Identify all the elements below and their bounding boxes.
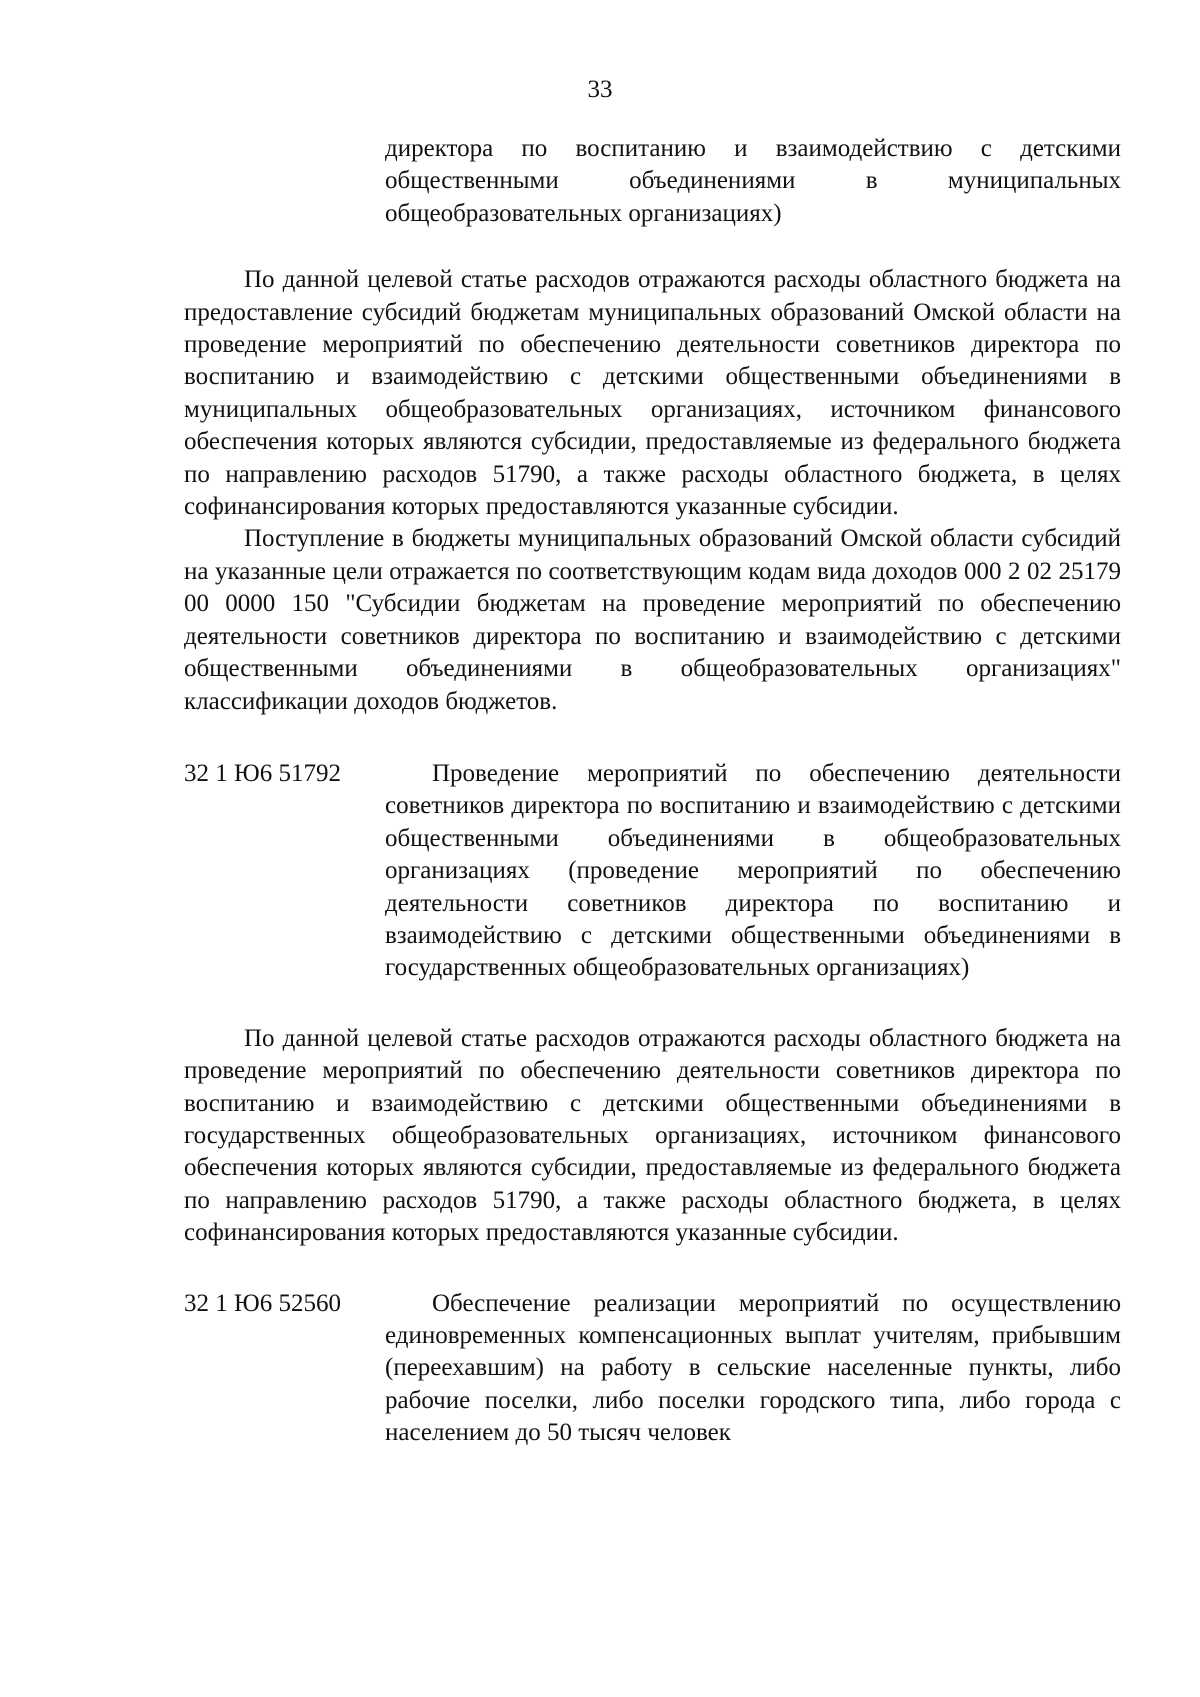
spacer bbox=[184, 985, 1121, 1023]
spacer bbox=[184, 230, 1121, 264]
continued-entry-text: директора по воспитанию и взаимодействию с детскими общественными объединениями в муниципальных общеобразовательных организациях) bbox=[385, 135, 1121, 227]
entry-code: 32 1 Ю6 52560 bbox=[184, 1289, 341, 1317]
paragraph-revenue-codes: Поступление в бюджеты муниципальных образований Омской области субсидий на указанные цели отражается по соответствующим кодам вида доходов 000 2 02 25179 00 0000 150 "Субсидии бюджетам на проведение мероприятий по обеспечению деятельности советников директора по воспитанию и взаимодействию с детскими общественными объединениями в общеобразовательных организациях" классификации доходов бюджетов. bbox=[184, 525, 1121, 715]
entry-code: 32 1 Ю6 51792 bbox=[184, 759, 341, 787]
entry-title: Проведение мероприятий по обеспечению деятельности советников директора по воспитанию и взаимодействию с детскими общественными объединениями в общеобразовательных организациях (проведение мероприятий по обеспечению деятельности советников директора по воспитанию и взаимодействию с детскими общественными объединениями в государственных общеобразовательных организациях) bbox=[385, 759, 1121, 982]
spacer bbox=[184, 1250, 1121, 1288]
budget-entry bbox=[184, 1288, 1121, 1450]
paragraph-budget-description: По данной целевой статье расходов отражаются расходы областного бюджета на проведение мероприятий по обеспечению деятельности советников директора по воспитанию и взаимодействию с детскими общественными объединениями в государственных общеобразовательных организациях, источником финансового обеспечения которых являются субсидии, предоставляемые из федерального бюджета по направлению расходов 51790, а также расходы областного бюджета, в целях софинансирования которых предоставляются указанные субсидии. bbox=[184, 1024, 1121, 1247]
document-body bbox=[184, 133, 1121, 1450]
budget-entry bbox=[184, 758, 1121, 985]
page-number: 33 bbox=[587, 76, 613, 103]
paragraph-budget-description: По данной целевой статье расходов отражаются расходы областного бюджета на предоставление субсидий бюджетам муниципальных образований Омской области на проведение мероприятий по обеспечению деятельности советников директора по воспитанию и взаимодействию с детскими общественными объединениями в муниципальных общеобразовательных организациях, источником финансового обеспечения которых являются субсидии, предоставляемые из федерального бюджета по направлению расходов 51790, а также расходы областного бюджета, в целях софинансирования которых предоставляются указанные субсидии. bbox=[184, 266, 1121, 521]
spacer bbox=[184, 718, 1121, 758]
entry-title: Обеспечение реализации мероприятий по осуществлению единовременных компенсационных выплат учителям, прибывшим (переехавшим) на работу в сельские населенные пункты, либо рабочие поселки, либо поселки городского типа, либо города с населением до 50 тысяч человек bbox=[385, 1289, 1121, 1447]
